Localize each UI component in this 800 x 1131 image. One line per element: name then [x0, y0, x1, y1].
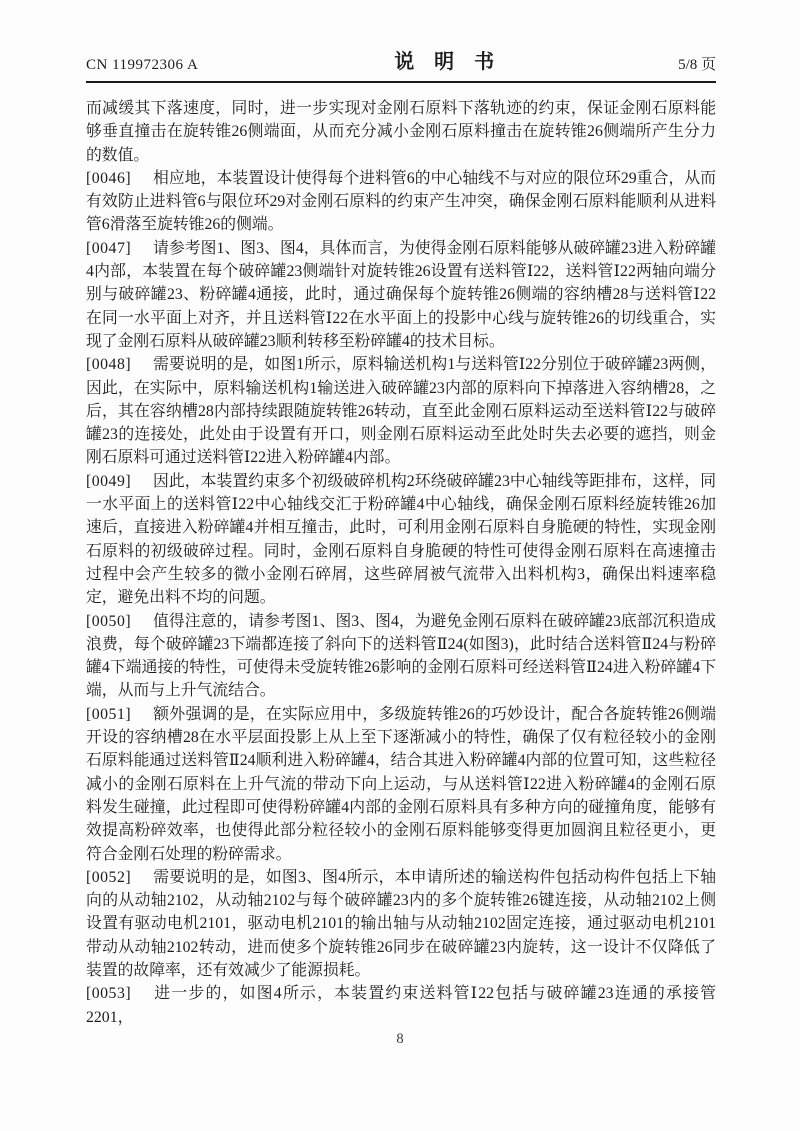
paragraph-number: [0052]	[86, 868, 132, 886]
paragraph-text: 因此，本装置约束多个初级破碎机构2环绕破碎罐23中心轴线等距排布，这样，同一水平面上的送料管Ⅰ22中心轴线交汇于粉碎罐4中心轴线，确保金刚石原料经旋转锥26加速后，直接进入粉碎罐4并相互撞击，此时，可利用金刚石原料自身脆硬的特性，实现金刚石原料的初级破碎过程。同时，金刚石原料自身脆硬的特性可使得金刚石原料在高速撞击过程中会产生较多的微小金刚石碎屑，这些碎屑被气流带入出料机构3，确保出料速率稳定，避免出料不均的问题。	[86, 472, 716, 607]
paragraph	[86, 703, 716, 866]
doc-number: CN 119972306 A	[86, 57, 199, 73]
paragraph-number: [0050]	[86, 612, 132, 630]
paragraph-text: 请参考图1、图3、图4，具体而言，为使得金刚石原料能够从破碎罐23进入粉碎罐4内部，本装置在每个破碎罐23侧端针对旋转锥26设置有送料管Ⅰ22，送料管Ⅰ22两轴向端分别与破碎罐23、粉碎罐4通接，此时，通过确保每个旋转锥26侧端的容纳槽28与送料管Ⅰ22在同一水平面上对齐，并且送料管Ⅰ22在水平面上的投影中心线与旋转锥26的切线重合，实现了金刚石原料从破碎罐23顺利转移至粉碎罐4的技术目标。	[86, 239, 716, 350]
document-body	[86, 97, 716, 1029]
paragraph-text: 额外强调的是，在实际应用中，多级旋转锥26的巧妙设计，配合各旋转锥26侧端开设的容纳槽28在水平层面投影上从上至下逐渐减小的特性，确保了仅有粒径较小的金刚石原料能通过送料管Ⅱ24顺利进入粉碎罐4，结合其进入粉碎罐4内部的位置可知，这些粒径减小的金刚石原料在上升气流的带动下向上运动，与从送料管Ⅰ22进入粉碎罐4的金刚石原料发生碰撞，此过程即可使得粉碎罐4内部的金刚石原料具有多种方向的碰撞角度，能够有效提高粉碎效率，也使得此部分粒径较小的金刚石原料能够变得更加圆润且粒径更小，更符合金刚石处理的粉碎需求。	[86, 705, 716, 863]
paragraph	[86, 470, 716, 610]
paragraph-text: 值得注意的，请参考图1、图3、图4，为避免金刚石原料在破碎罐23底部沉积造成浪费，每个破碎罐23下端都连接了斜向下的送料管Ⅱ24(如图3)，此时结合送料管Ⅱ24与粉碎罐4下端通接的特性，可使得未受旋转锥26影响的金刚石原料可经送料管Ⅱ24进入粉碎罐4下端，从而与上升气流结合。	[86, 612, 716, 700]
paragraph-text: 需要说明的是，如图3、图4所示，本申请所述的输送构件包括动构件包括上下轴向的从动轴2102，从动轴2102与每个破碎罐23内的多个旋转锥26键连接，从动轴2102上侧设置有驱动电机2101，驱动电机2101的输出轴与从动轴2102固定连接，通过驱动电机2101带动从动轴2102转动，进而使多个旋转锥26同步在破碎罐23内旋转，这一设计不仅降低了装置的故障率，还有效减少了能源损耗。	[86, 868, 716, 979]
page-footer	[0, 1031, 800, 1048]
doc-title: 说 明 书	[394, 51, 495, 73]
paragraph	[86, 97, 716, 167]
paragraph	[86, 866, 716, 982]
page-header	[0, 0, 800, 74]
paragraph-number: [0047]	[86, 239, 132, 257]
page-number: 8	[396, 1031, 404, 1047]
paragraph	[86, 353, 716, 469]
paragraph-number: [0051]	[86, 705, 132, 723]
paragraph	[86, 982, 716, 1029]
paragraph-text: 需要说明的是，如图1所示，原料输送机构1与送料管Ⅰ22分别位于破碎罐23两侧，因此，在实际中，原料输送机构1输送进入破碎罐23内部的原料向下掉落进入容纳槽28，之后，其在容纳槽28内部持续跟随旋转锥26转动，直至此金刚石原料运动至送料管Ⅰ22与破碎罐23的连接处，此处由于设置有开口，则金刚石原料运动至此处时失去必要的遮挡，则金刚石原料可通过送料管Ⅰ22进入粉碎罐4内部。	[86, 356, 716, 467]
paragraph-text: 而减缓其下落速度，同时，进一步实现对金刚石原料下落轨迹的约束，保证金刚石原料能够垂直撞击在旋转锥26侧端面，从而充分减小金刚石原料撞击在旋转锥26侧端所产生分力的数值。	[86, 100, 716, 164]
paragraph	[86, 610, 716, 703]
paragraph-number: [0049]	[86, 472, 132, 490]
paragraph	[86, 237, 716, 353]
paragraph-text: 相应地，本装置设计使得每个进料管6的中心轴线不与对应的限位环29重合，从而有效防止进料管6与限位环29对金刚石原料的约束产生冲突，确保金刚石原料能顺利从进料管6滑落至旋转锥26的侧端。	[86, 169, 716, 234]
paragraph-number: [0048]	[86, 356, 132, 374]
paragraph	[86, 167, 716, 237]
header-divider	[86, 81, 716, 83]
paragraph-text: 进一步的，如图4所示，本装置约束送料管Ⅰ22包括与破碎罐23连通的承接管2201，	[86, 985, 716, 1026]
page-indicator: 5/8 页	[678, 57, 716, 73]
paragraph-number: [0053]	[86, 985, 132, 1003]
paragraph-number: [0046]	[86, 169, 132, 187]
